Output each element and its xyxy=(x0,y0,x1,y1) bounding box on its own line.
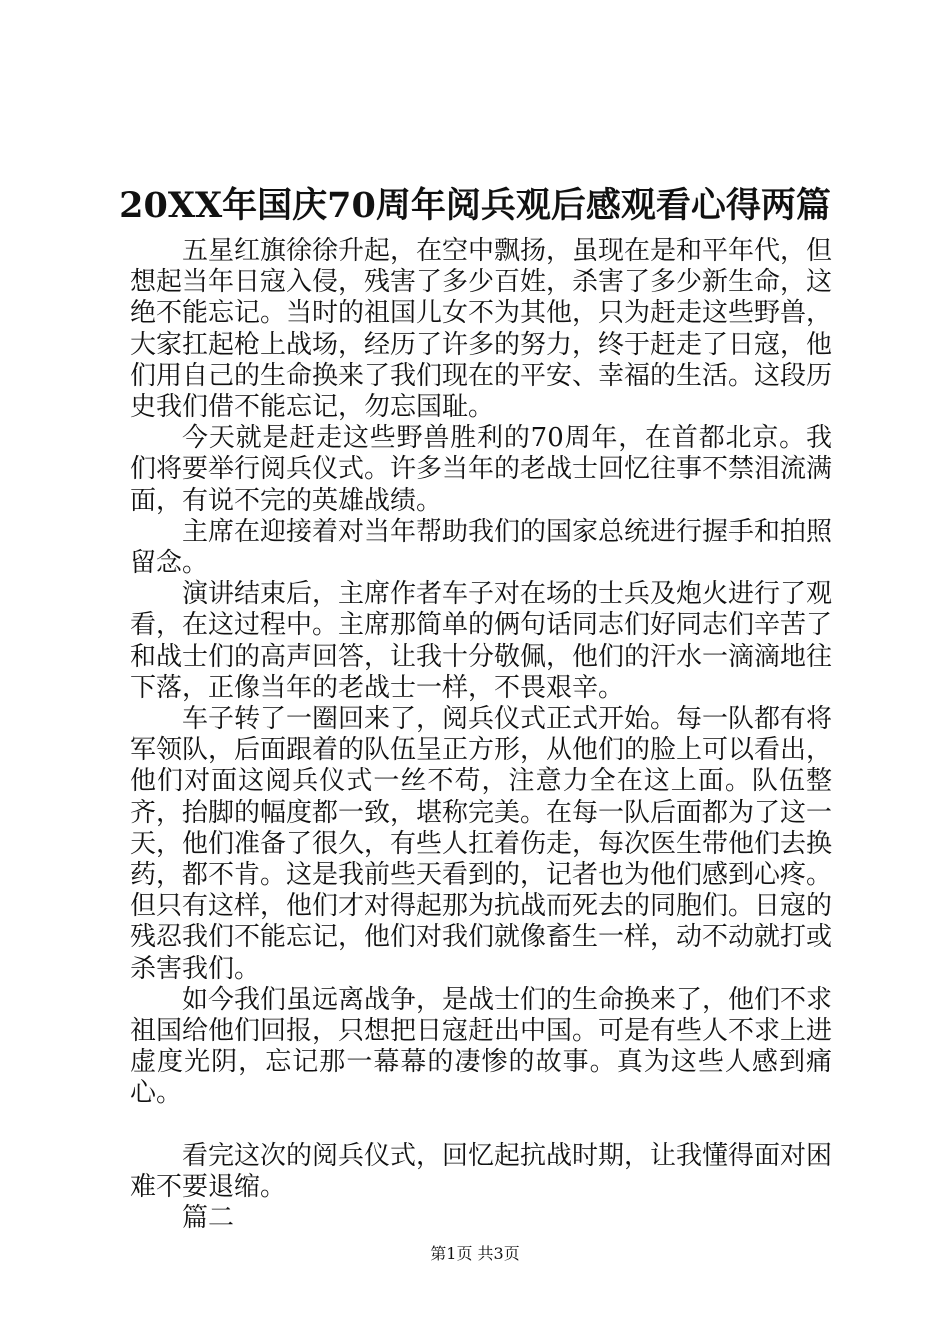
paragraph-6: 如今我们虽远离战争，是战士们的生命换来了，他们不求祖国给他们回报，只想把日寇赶出中国。可是有些人不求上进虚度光阴，忘记那一幕幕的凄惨的故事。真为这些人感到痛心。 xyxy=(130,984,833,1109)
paragraph-7: 看完这次的阅兵仪式，回忆起抗战时期，让我懂得面对困难不要退缩。 xyxy=(130,1140,833,1202)
document-body xyxy=(130,236,832,1234)
section-heading-part-two: 篇二 xyxy=(182,1203,235,1234)
paragraph-3: 主席在迎接着对当年帮助我们的国家总统进行握手和拍照留念。 xyxy=(130,516,833,579)
paragraph-4: 演讲结束后，主席作者车子对在场的士兵及炮火进行了观看，在这过程中。主席那简单的俩句话同志们好同志们辛苦了和战士们的高声回答，让我十分敬佩，他们的汗水一滴滴地往下落，正像当年的老战士一样，不畏艰辛。 xyxy=(130,579,833,703)
page-footer: 第1页 共3页 xyxy=(430,1244,520,1263)
paragraph-1: 五星红旗徐徐升起，在空中飘扬，虽现在是和平年代，但想起当年日寇入侵，残害了多少百姓，杀害了多少新生命，这绝不能忘记。当时的祖国儿女不为其他，只为赶走这些野兽，大家扛起枪上战场，经历了许多的努力，终于赶走了日寇，他们用自己的生命换来了我们现在的平安、幸福的生活。这段历史我们借不能忘记，勿忘国耻。 xyxy=(130,236,833,423)
paragraph-2: 今天就是赶走这些野兽胜利的70周年，在首都北京。我们将要举行阅兵仪式。许多当年的老战士回忆往事不禁泪流满面，有说不完的英雄战绩。 xyxy=(130,423,833,516)
document-title: 20XX年国庆70周年阅兵观后感观看心得两篇 xyxy=(119,185,831,226)
paragraph-5: 车子转了一圈回来了，阅兵仪式正式开始。每一队都有将军领队，后面跟着的队伍呈正方形，从他们的脸上可以看出，他们对面这阅兵仪式一丝不苟，注意力全在这上面。队伍整齐，抬脚的幅度都一致，堪称完美。在每一队后面都为了这一天，他们准备了很久，有些人扛着伤走，每次医生带他们去换药，都不肯。这是我前些天看到的，记者也为他们感到心疼。但只有这样，他们才对得起那为抗战而死去的同胞们。日寇的残忍我们不能忘记，他们对我们就像畜生一样，动不动就打或杀害我们。 xyxy=(130,704,833,984)
